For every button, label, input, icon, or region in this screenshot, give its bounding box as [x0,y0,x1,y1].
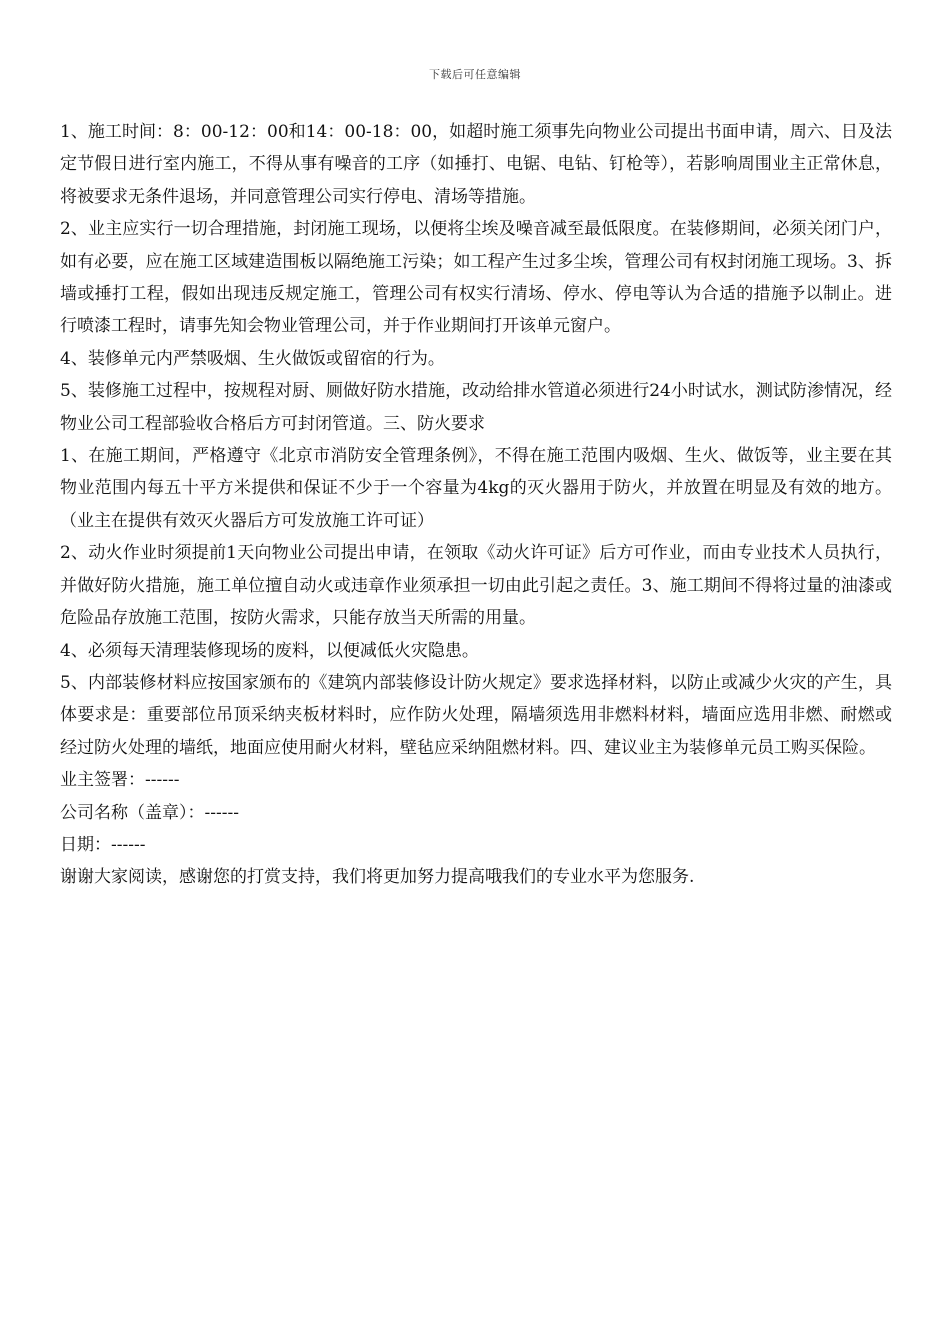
company-seal-line: 公司名称（盖章）：------ [60,802,239,823]
date-line: 日期：------ [60,834,146,855]
paragraph-waterproofing: 5、装修施工过程中，按规程对厨、厕做好防水措施，改动给排水管道必须进行24小时试水，测试防渗情况，经物业公司工程部验收合格后方可封闭管道。三、防火要求 [60,381,892,434]
download-note: 下载后可任意编辑 [429,68,521,81]
paragraph-hot-work: 2、动火作业时须提前1天向物业公司提出申请，在领取《动火许可证》后方可作业，而由专业技术人员执行，并做好防火措施，施工单位擅自动火或违章作业须承担一切由此引起之责任。3、施工期间不得将过量的油漆或危险品存放施工范围，按防火需求，只能存放当天所需的用量。 [60,543,892,629]
owner-signature-line: 业主签署：------ [60,770,180,791]
paragraph-site-enclosure: 2、业主应实行一切合理措施，封闭施工现场，以便将尘埃及噪音减至最低限度。在装修期间，必须关闭门户，如有必要，应在施工区域建造围板以隔绝施工污染；如工程产生过多尘埃，管理公司有权封闭施工现场。3、拆墙或捶打工程，假如出现违反规定施工，管理公司有权实行清场、停水、停电等认为合适的措施予以制止。进行喷漆工程时，请事先知会物业管理公司，并于作业期间打开该单元窗户。 [60,219,892,337]
closing-note: 谢谢大家阅读，感谢您的打赏支持，我们将更加努力提高哦我们的专业水平为您服务. [60,867,695,888]
paragraph-no-smoking: 4、装修单元内严禁吸烟、生火做饭或留宿的行为。 [60,348,445,369]
paragraph-waste-cleanup: 4、必须每天清理装修现场的废料，以便减低火灾隐患。 [60,640,479,661]
paragraph-fire-regulations: 1、在施工期间，严格遵守《北京市消防安全管理条例》，不得在施工范围内吸烟、生火、做饭等，业主要在其物业范围内每五十平方米提供和保证不少于一个容量为4kg的灭火器用于防火，并放置在明显及有效的地方。（业主在提供有效灭火器后方可发放施工许可证） [60,446,892,531]
document-body [60,116,892,894]
paragraph-construction-time: 1、施工时间：8：00-12：00和14：00-18：00，如超时施工须事先向物业公司提出书面申请，周六、日及法定节假日进行室内施工，不得从事有噪音的工序（如捶打、电锯、电钻、钉枪等），若影响周围业主正常休息，将被要求无条件退场，并同意管理公司实行停电、清场等措施。 [60,122,892,207]
paragraph-materials: 5、内部装修材料应按国家颁布的《建筑内部装修设计防火规定》要求选择材料，以防止或减少火灾的产生，具体要求是：重要部位吊顶采纳夹板材料时，应作防火处理，隔墙须选用非燃料材料，墙面应选用非燃、耐燃或经过防火处理的墙纸，地面应使用耐火材料，壁毡应采纳阻燃材料。四、建议业主为装修单元员工购买保险。 [60,672,892,758]
